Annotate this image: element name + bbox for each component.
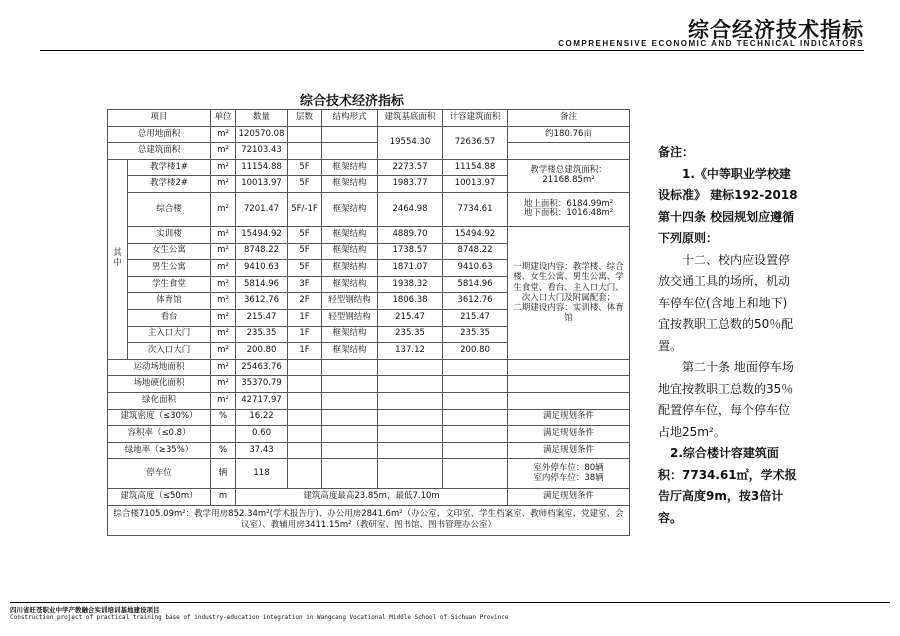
complex-note: 地上面积：6184.99m² 地下面积：1016.48m² — [508, 192, 630, 226]
table-title: 综合技术经济指标 — [300, 94, 405, 109]
table-row: 体育馆 m² 3612.76 2F 轻型钢结构 1806.38 3612.76 — [108, 293, 630, 310]
col-floors: 层数 — [288, 110, 322, 127]
notes-panel — [658, 142, 798, 529]
table-row: 建筑高度（≤50m） m 建筑高度最高23.85m，最低7.10m 满足规划条件 — [108, 489, 630, 506]
col-qty: 数量 — [236, 110, 288, 127]
table-row: 总建筑面积 m² 72103.43 — [108, 143, 630, 160]
table-row: 场地硬化面积 m² 35370.79 — [108, 376, 630, 393]
table-row: 容积率（≤0.8） 0.60 满足规划条件 — [108, 426, 630, 443]
col-base: 建筑基底面积 — [378, 110, 443, 127]
table-row: 实训楼 m² 15494.92 5F 框架结构 4889.70 15494.92 一期建设内容：教学楼、综合楼、女生公寓、男生公寓、学生食堂、看台、主入口大门、次入口大门及附属配套； 二期建设内容：实训楼、体育馆 — [108, 226, 630, 243]
table-row: 其中 教学楼1# m² 11154.88 5F 框架结构 2273.57 11154.88 教学楼总建筑面积： 21168.85m² — [108, 159, 630, 176]
page-subtitle: COMPREHENSIVE ECONOMIC AND TECHNICAL INDICATORS — [558, 39, 864, 48]
notes-rule-20: 第二十条 地面停车场地宜按教职工总数的35％配置停车位，每个停车位占地25m²。 — [658, 360, 794, 439]
table-footnote-row — [108, 505, 630, 535]
table-row: 绿地率（≥35%） % 37.43 满足规划条件 — [108, 442, 630, 459]
table-row: 教学楼2# m² 10013.97 5F 框架结构 1983.77 10013.97 — [108, 176, 630, 193]
footer-project-en: Construction project of practical training base of industry-education integration in Wangcang Vocational Middle School of Sichuan Province — [10, 614, 509, 621]
table-row: 总用地面积 m² 120570.08 19554.30 72636.57 约180.76亩 — [108, 126, 630, 143]
group-label: 其中 — [108, 159, 128, 359]
indicators-table — [107, 109, 630, 536]
table-row: 绿化面积 m² 42717.97 — [108, 392, 630, 409]
col-note: 备注 — [508, 110, 630, 127]
complex-footnote: 综合楼7105.09m²：教学用房852.34m²(学术报告厅)、办公用房2841.6m²（办公室、文印室、学生档案室、教师档案室、党建室、会议室）、教辅用房3411.15m²（教研室、图书馆、图书管理办公室） — [108, 505, 630, 535]
footer-divider — [10, 602, 890, 603]
page-title: 综合经济技术指标 — [688, 18, 864, 42]
table-row: 学生食堂 m² 5814.96 3F 框架结构 1938.32 5814.96 — [108, 276, 630, 293]
col-unit: 单位 — [211, 110, 236, 127]
notes-standard: 1.《中等职业学校建设标准》 建标192-2018 第十四条 校园规划应遵循下列原则： — [658, 166, 798, 245]
teach-note: 教学楼总建筑面积： 21168.85m² — [508, 159, 630, 192]
col-struct: 结构形式 — [322, 110, 378, 127]
col-item: 项目 — [108, 110, 211, 127]
table-row: 建筑密度（≤30%） % 16.22 满足规划条件 — [108, 409, 630, 426]
table-row: 男生公寓 m² 9410.63 5F 框架结构 1871.07 9410.63 — [108, 260, 630, 277]
table-row: 综合楼 m² 7201.47 5F/-1F 框架结构 2464.98 7734.61 地上面积：6184.99m² 地下面积：1016.48m² — [108, 192, 630, 226]
notes-heading: 备注： — [658, 145, 695, 159]
parking-note: 室外停车位：80辆 室内停车位：38辆 — [508, 459, 630, 489]
table-row: 次入口大门 m² 200.80 1F 框架结构 137.12 200.80 — [108, 343, 630, 360]
header-divider — [40, 50, 864, 51]
phase-note: 一期建设内容：教学楼、综合楼、女生公寓、男生公寓、学生食堂、看台、主入口大门、次入口大门及附属配套； 二期建设内容：实训楼、体育馆 — [508, 226, 630, 359]
col-far: 计容建筑面积 — [443, 110, 508, 127]
table-row: 运动场地面积 m² 25463.76 — [108, 359, 630, 376]
table-row: 看台 m² 215.47 1F 轻型钢结构 215.47 215.47 — [108, 309, 630, 326]
table-row: 主入口大门 m² 235.35 1F 框架结构 235.35 235.35 — [108, 326, 630, 343]
notes-complex-far: 2.综合楼计容建筑面积：7734.61㎡，学术报告厅高度9m，按3倍计容。 — [658, 446, 797, 525]
footer-project-cn: 四川省旺苍职业中学产教融合实训培训基地建设项目 — [10, 606, 160, 614]
table-row: 女生公寓 m² 8748.22 5F 框架结构 1738.57 8748.22 — [108, 243, 630, 260]
table-row: 停车位 辆 118 室外停车位：80辆 室内停车位：38辆 — [108, 459, 630, 489]
table-header-row — [108, 110, 630, 127]
notes-rule-12: 十二、校内应设置停放交通工具的场所，机动车停车位(含地上和地下)宜按教职工总数的50％配置。 — [658, 252, 794, 353]
